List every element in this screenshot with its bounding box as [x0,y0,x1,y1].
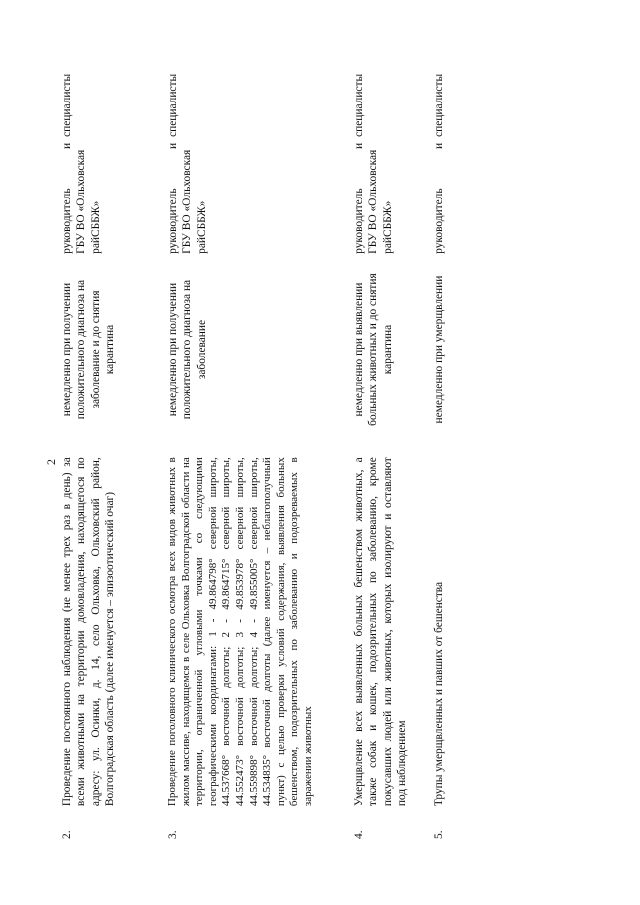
table-row [166,61,352,839]
responsible-head: руководитель [167,188,179,254]
table-row [352,61,432,839]
responsible-conj: и [433,142,445,150]
row-term: немедленно при получении положительного диагноза на заболевание [167,279,208,420]
row-action: Умерщвление всех выявленных больных бешенством животных, а также собак и кошек, подозрительных по заболеванию, кроме покусавших людей или животных, которых изолируют и оставляют под наблюдением [353,457,408,807]
responsible-conj: и [353,142,365,150]
responsible-org: ГБУ ВО «Ольховская райСББЖ» [75,149,102,254]
row-number: 5. [433,830,445,839]
responsible-conj: и [167,142,179,150]
row-specialists: специалисты [167,73,179,137]
row-specialists: специалисты [433,73,445,137]
responsible-org: ГБУ ВО «Ольховская райСББЖ» [181,149,208,254]
row-responsible [166,137,352,256]
page-number: 2 [44,459,58,465]
row-action: Проведение поголовного клинического осмотра всех видов животных в жилом массиве, находящемся в селе Ольховка Волгоградской области на территории, ограниченной угловыми точками со следующими географическими координатами: 1 - 49.864798° северной широты, 44.537668° восточной долготы; 2 - 49.864715° северной широты, 44.552473° восточной долготы; 3 - 49.853978° северной широты, 44.559898° восточной долготы; 4 - 49.855005° северной широты, 44.534835° восточной долготы (далее именуется – неблагополучный пункт) с целью проверки условий содержания, выявления больных бешенством, подозрительных по заболеванию и подозреваемых в заражении животных [166,457,314,807]
row-specialists: специалисты [61,73,73,137]
row-specialists: специалисты [353,73,365,137]
row-number: 4. [353,830,365,839]
row-number: 2. [61,830,73,839]
responsible-conj: и [61,142,73,150]
table-row [432,61,452,839]
responsible-head: руководитель [353,188,365,254]
row-action: Проведение постоянного наблюдения (не менее трех раз в день) за всеми животными на территории домовладения, находящегося по адресу: ул. Осинки, д. 14, село Ольховка, Ольховский район, Волгоградская область (далее именуется – эпизоотический очаг) [61,457,116,807]
row-term: немедленно при умерщвлении [433,275,445,424]
row-term: немедленно при выявлении больных животных и до снятия карантина [353,273,394,426]
measures-table [60,61,452,839]
responsible-head: руководитель [61,188,73,254]
table-row [60,61,166,839]
row-term: немедленно при получении положительного диагноза на заболевание и до снятия карантина [61,279,116,420]
responsible-org: ГБУ ВО «Ольховская райСББЖ» [367,149,394,254]
row-action: Трупы умерщвленных и павших от бешенства [433,581,445,807]
row-responsible [432,137,452,256]
responsible-head: руководитель [433,188,445,254]
row-responsible [352,137,432,256]
row-number: 3. [167,830,179,839]
row-responsible [60,137,166,256]
